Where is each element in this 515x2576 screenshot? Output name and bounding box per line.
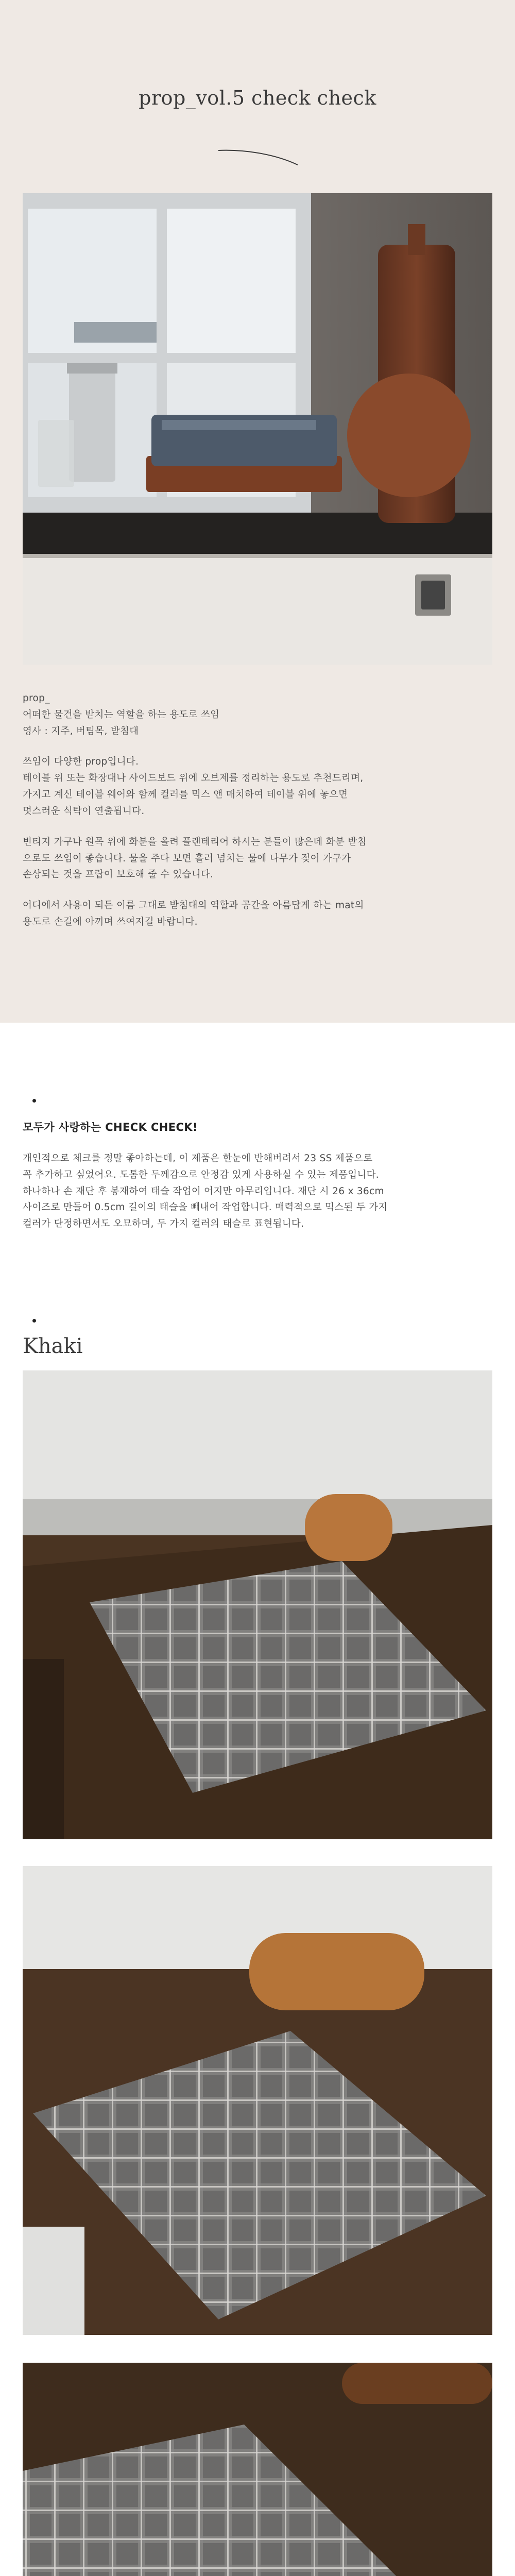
color-label: Khaki: [23, 1334, 83, 1358]
decorative-swoosh: [217, 147, 300, 168]
intro-paragraph: prop_ 어떠한 물건을 받치는 역할을 하는 용도로 쓰임 영사 : 지주, 버팀목, 받침대: [23, 693, 220, 737]
page-title: prop_vol.5 check check: [139, 87, 376, 109]
bullet-dot: [32, 1319, 36, 1323]
product-photo-2: [23, 1866, 492, 2335]
product-photo-1: [23, 1370, 492, 1839]
bullet-dot: [32, 1099, 36, 1103]
intro-paragraph: 쓰임이 다양한 prop입니다. 테이블 위 또는 화장대나 사이드보드 위에 오브제를 정리하는 용도로 추천드리며, 가지고 계신 테이블 웨어와 함께 컬러를 믹스 앤 매치하여 테이블 위에 놓으면 멋스러운 식탁이 연출됩니다.: [23, 756, 364, 817]
section-body: 개인적으로 체크를 정말 좋아하는데, 이 제품은 한눈에 반해버려서 23 SS 제품으로 꼭 추가하고 싶었어요. 도톰한 두께감으로 안정감 있게 사용하실 수 있는 제품입니다. 하나하나 손 재단 후 봉재하여 태슬 작업이 어지만 아무리입니다. 재단 시 26 x 36cm 사이즈로 만들어 0.5cm 길이의 태슬을 빼내어 작업합니다. 매력적으로 믹스된 두 가지 컬러가 단정하면서도 오묘하며, 두 가지 컬러의 태슬로 표현됩니다.: [23, 1153, 388, 1230]
section-heading: 모두가 사랑하는 CHECK CHECK!: [23, 1121, 198, 1133]
intro-paragraph: 빈티지 가구나 원목 위에 화분을 올려 플랜테리어 하시는 분들이 많은데 화분 받침 으로도 쓰임이 좋습니다. 물을 주다 보면 흘러 넘치는 물에 나무가 젖어 가구가 손상되는 것을 프랍이 보호해 줄 수 있습니다.: [23, 836, 367, 880]
intro-text: [23, 690, 486, 945]
kitchen-photo: [23, 193, 492, 665]
intro-paragraph: 어디에서 사용이 되든 이름 그대로 받침대의 역할과 공간을 아름답게 하는 mat의 용도로 손길에 아끼며 쓰여지길 바랍니다.: [23, 900, 364, 927]
hero-section: [0, 0, 515, 1023]
product-photo-3: [23, 2363, 492, 2576]
